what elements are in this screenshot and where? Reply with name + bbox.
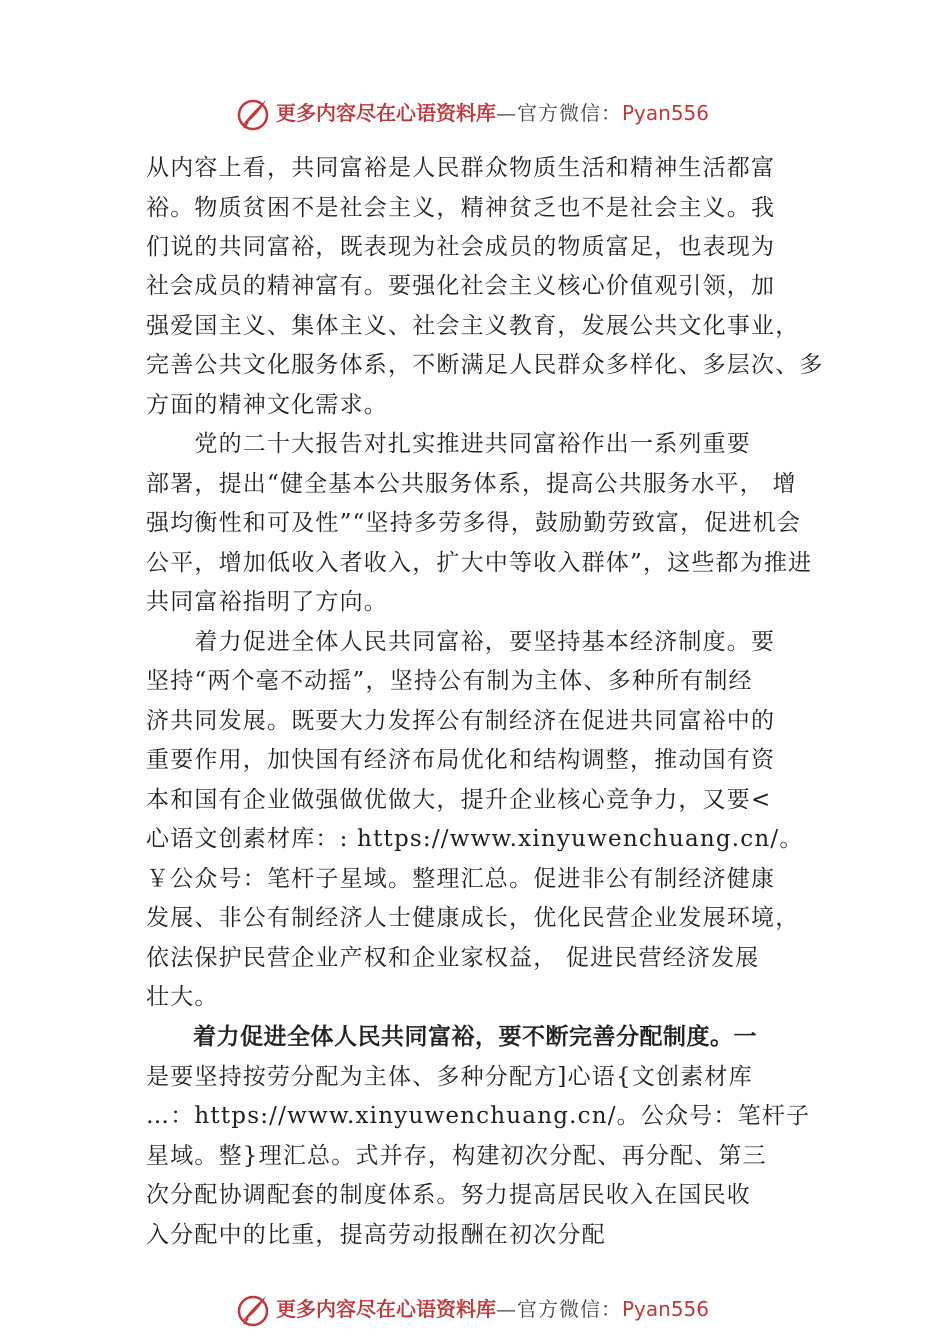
text-line: 着力促进全体人民共同富裕，要坚持基本经济制度。要: [146, 629, 776, 655]
text-line: 方面的精神文化需求。: [146, 392, 388, 418]
text-line: 裕。物质贫困不是社会主义，精神贫乏也不是社会主义。我: [146, 195, 776, 221]
text-line: …：https://www.xinyuwenchuang.cn/。公众号：笔杆子: [146, 1103, 811, 1129]
banner-wechat-id: Pyan556: [622, 1297, 710, 1321]
text-line: 部署，提出“健全基本公共服务体系，提高公共服务水平， 增: [146, 471, 797, 497]
banner-dash: —: [496, 1297, 517, 1321]
text-line: 济共同发展。既要大力发挥公有制经济在促进共同富裕中的: [146, 708, 776, 734]
text-line: 入分配中的比重，提高劳动报酬在初次分配: [146, 1222, 606, 1248]
banner-lead: 更多内容尽在心语资料库: [276, 101, 496, 125]
text-line: 发展、非公有制经济人士健康成长，优化民营企业发展环境，: [146, 905, 800, 931]
text-line: 们说的共同富裕，既表现为社会成员的物质富足，也表现为: [146, 234, 776, 260]
text-line: 心语文创素材库：: https://www.xinyuwenchuang.cn/。: [146, 826, 804, 852]
text-line: ￥公众号：笔杆子星域。整理汇总。促进非公有制经济健康: [146, 866, 776, 892]
text-line: 次分配协调配套的制度体系。努力提高居民收入在国民收: [146, 1182, 751, 1208]
text-line: 社会成员的精神富有。要强化社会主义核心价值观引领，加: [146, 273, 776, 299]
banner-wechat-id: Pyan556: [622, 101, 710, 125]
text-line: 星域。整}理汇总。式并存，构建初次分配、再分配、第三: [146, 1143, 767, 1169]
text-line: 公平，增加低收入者收入，扩大中等收入群体”，这些都为推进: [146, 550, 813, 576]
text-line: 完善公共文化服务体系，不断满足人民群众多样化、多层次、多: [146, 352, 824, 378]
text-line: 共同富裕指明了方向。: [146, 589, 388, 615]
text-line: 坚持“两个毫不动摇”，坚持公有制为主体、多种所有制经: [146, 668, 753, 694]
text-line: 本和国有企业做强做优做大，提升企业核心竞争力，又要<: [146, 787, 772, 813]
text-line: 强爱国主义、集体主义、社会主义教育，发展公共文化事业，: [146, 313, 800, 339]
text-line: 依法保护民营企业产权和企业家权益， 促进民营经济发展: [146, 945, 760, 971]
text-line: 从内容上看，共同富裕是人民群众物质生活和精神生活都富: [146, 155, 776, 181]
text-line: 强均衡性和可及性”“坚持多劳多得，鼓励勤劳致富，促进机会: [146, 510, 802, 536]
banner-official: 官方微信：: [517, 1297, 622, 1321]
text-line: 重要作用，加快国有经济布局优化和结构调整，推动国有资: [146, 747, 776, 773]
section-heading-line: 着力促进全体人民共同富裕，要不断完善分配制度。一: [146, 1024, 757, 1050]
banner-lead: 更多内容尽在心语资料库: [276, 1297, 496, 1321]
text-line: 党的二十大报告对扎实推进共同富裕作出一系列重要: [146, 431, 751, 457]
banner-dash: —: [496, 101, 517, 125]
banner-official: 官方微信：: [517, 101, 622, 125]
banner-text: [276, 1296, 709, 1322]
quill-logo-icon: [236, 1292, 272, 1328]
text-line: 是要坚持按劳分配为主体、多种分配方]心语{文创素材库: [146, 1064, 753, 1090]
text-line: 壮大。: [146, 984, 219, 1010]
footer-banner: [0, 1288, 950, 1332]
